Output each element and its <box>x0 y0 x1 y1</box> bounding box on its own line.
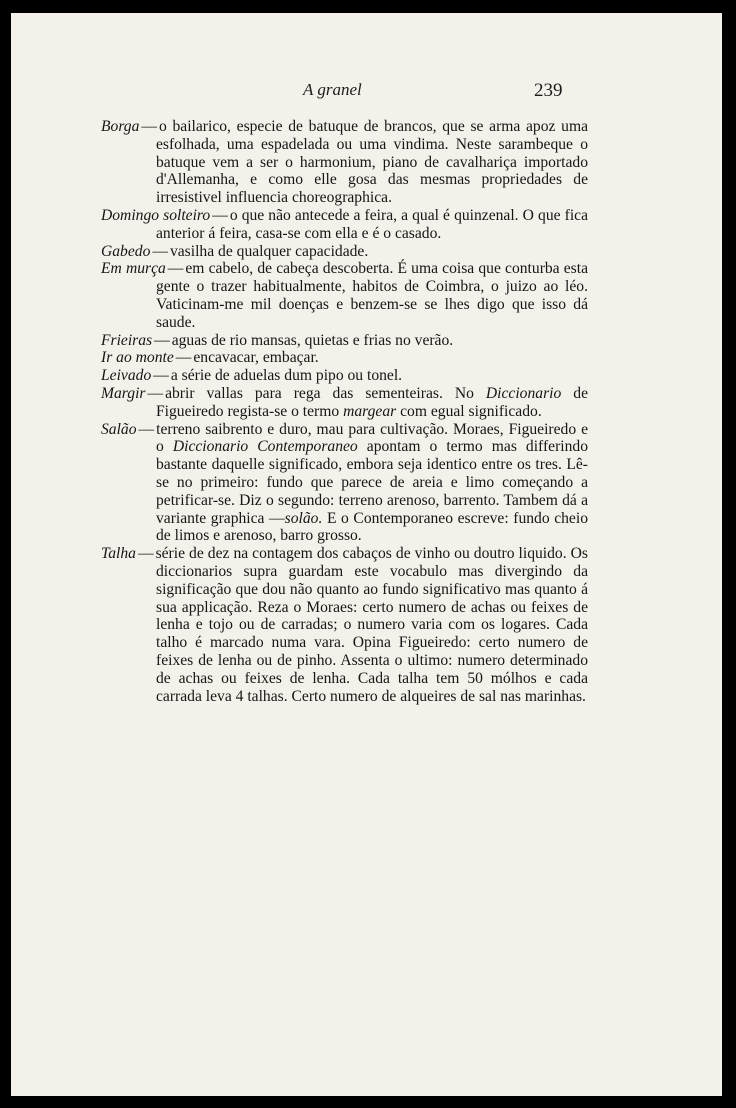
italic-reference: Diccionario Contemporaneo <box>172 438 358 456</box>
entry-definition: vasilha de qualquer capacidade. <box>169 242 369 260</box>
entry-definition-part: abrir vallas para rega das sementeiras. No <box>165 384 486 402</box>
entry-definition-part: terreno saibrento e duro, mau para cultivação. Moraes, Figueiredo e o <box>156 420 588 456</box>
glossary-entry-talha <box>101 545 588 705</box>
entry-dash: — <box>175 349 192 367</box>
entry-dash: — <box>154 331 170 349</box>
entry-dash: — <box>138 420 155 438</box>
entry-term: Leivado <box>101 367 152 385</box>
entry-dash: — <box>147 384 164 402</box>
entry-definition: a série de aduelas dum pipo ou tonel. <box>170 367 403 385</box>
entry-dash: — <box>153 367 169 385</box>
entry-term: Gabedo <box>101 242 151 260</box>
glossary-entry-ir-ao-monte <box>101 349 588 367</box>
entry-term: Frieiras <box>101 331 153 349</box>
entry-definition: o bailarico, especie de batuque de brancos, que se arma apoz uma esfolhada, uma espadelada ou uma vindima. Neste sarambeque o batuque vem a ser o harmonium, piano de cavalhariça importado d'Allemanha, e como elle gosa das mesmas propriedades de irresistivel influencia choreographica. <box>156 118 588 207</box>
entry-dash: — <box>152 242 168 260</box>
entry-term: Borga <box>101 118 140 135</box>
page-number: 239 <box>534 80 563 101</box>
entry-term: Ir ao monte <box>101 349 174 367</box>
entry-dash: — <box>137 545 154 563</box>
entry-term: Domingo solteiro <box>101 206 211 224</box>
entry-dash: — <box>212 206 228 224</box>
italic-term: solão. <box>284 509 323 527</box>
entry-definition: encavacar, embaçar. <box>193 349 319 367</box>
glossary-body <box>101 118 588 705</box>
glossary-entry-borga <box>101 118 588 207</box>
glossary-entry-gabedo <box>101 243 588 261</box>
glossary-entry-margir <box>101 385 588 421</box>
running-title: A granel <box>303 80 362 99</box>
entry-term: Em murça <box>101 260 166 278</box>
glossary-entry-em-murca <box>101 260 588 331</box>
entry-definition: aguas de rio mansas, quietas e frias no verão. <box>171 331 454 349</box>
entry-definition-part: com egual significado. <box>396 402 542 420</box>
entry-term: Salão <box>101 420 137 438</box>
italic-term: margear <box>343 402 397 420</box>
entry-dash: — <box>141 118 157 135</box>
italic-reference: Diccionario <box>485 384 562 402</box>
entry-dash: — <box>167 260 184 278</box>
entry-term: Margir <box>101 384 146 402</box>
glossary-entry-domingo-solteiro <box>101 207 588 243</box>
entry-definition-part: E o Contemporaneo escreve: fundo cheio de limos e arenoso, barro grosso. <box>156 509 588 545</box>
glossary-entry-salao <box>101 421 588 546</box>
entry-definition: série de dez na contagem dos cabaços de vinho ou doutro liquido. Os diccionarios supra guardam este vocabulo mas divergindo da significação que dou não quanto ao fundo significativo mas quanto á sua applicação. Reza o Moraes: certo numero de achas ou feixes de lenha e tojo ou de carradas; o numero varia com os logares. Cada talho é marcado numa vara. Opina Figueiredo: certo numero de feixes de lenha ou de pinho. Assenta o ultimo: numero determinado de achas ou feixes de lenha. Cada talha tem 50 mólhos e cada carrada leva 4 talhas. Certo numero de alqueires de sal nas marinhas. <box>155 545 588 705</box>
entry-term: Talha <box>101 545 136 563</box>
book-page <box>11 13 722 1096</box>
entry-definition: em cabelo, de cabeça descoberta. É uma coisa que conturba esta gente o trazer habitualmente, habitos de Coimbra, o juizo ao léo. Vaticinam-me mil doenças e benzem-se se lhes digo que isso dá saude. <box>156 260 589 331</box>
page-header <box>11 76 722 102</box>
glossary-entry-leivado <box>101 367 588 385</box>
entry-definition-part: de Figueiredo regista-se o termo <box>156 384 588 420</box>
glossary-entry-frieiras <box>101 332 588 350</box>
entry-definition-part: apontam o termo mas differindo bastante daquelle significado, embora seja identico entre os tres. Lê-se no primeiro: fundo que parece de areia e limo começando a petrificar-se. Diz o segundo: terreno arenoso, barrento. Tambem dá a variante graphica — <box>156 438 588 527</box>
entry-definition: o que não antecede a feira, a qual é quinzenal. O que fica anterior á feira, casa-se com ella e é o casado. <box>156 206 589 242</box>
